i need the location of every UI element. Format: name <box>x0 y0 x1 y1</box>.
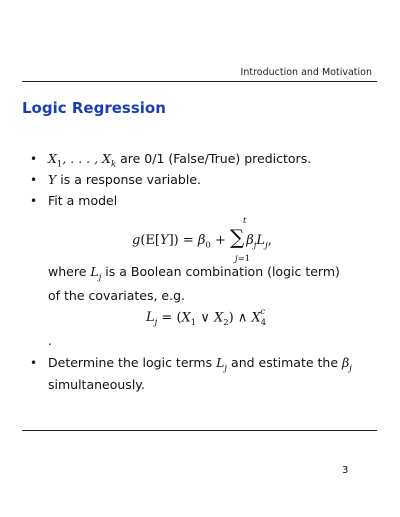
paragraph-line2: of the covariates, e.g. <box>48 287 185 303</box>
bullet-response-text <box>48 172 378 188</box>
logic-term-example: $L_j = (X_1$ ∨ $X_2$) ∧ $X_4^c$ <box>146 307 267 328</box>
bullet-determine-mid: and estimate the <box>227 355 342 370</box>
paragraph-line1-rest: is a Boolean combination (logic term) <box>101 264 340 279</box>
bullet-determine-prefix: Determine the logic terms <box>48 355 217 370</box>
math-lj: $L_j$ <box>90 264 102 283</box>
bullet-predictors-text <box>48 151 378 173</box>
page-number: 3 <box>342 465 349 476</box>
bullet-predictors-label: are 0/1 (False/True) predictors. <box>116 151 312 166</box>
slide-title: Logic Regression <box>22 99 166 117</box>
math-x-list: $X_1$, . . . , $X_k$ <box>48 151 117 170</box>
sum-upper-limit: t <box>243 216 247 226</box>
model-equation: $g(E[Y]) = \beta_0$ + ∑ $\beta_jL_j$, <box>132 225 272 251</box>
bullet-determine-line2: simultaneously. <box>48 376 145 392</box>
bullet-marker: • <box>30 194 38 208</box>
running-header: Introduction and Motivation <box>240 67 372 78</box>
header-rule <box>22 81 377 82</box>
bullet-fit-model-text: Fit a model <box>48 193 118 208</box>
bullet-marker: • <box>30 152 38 166</box>
bullet-marker: • <box>30 356 38 370</box>
bullet-determine-text <box>48 355 378 393</box>
stray-period: . <box>48 334 52 348</box>
paragraph-where: where <box>48 264 91 279</box>
bullet-marker: • <box>30 173 38 187</box>
sum-lower-limit: j=1 <box>235 254 251 264</box>
math-y: Y <box>48 172 57 187</box>
footer-rule <box>22 430 377 431</box>
math-lj: $L_j$ <box>216 355 228 374</box>
bullet-response-label: is a response variable. <box>56 172 201 187</box>
math-beta-j: $\beta_j$ <box>342 355 352 374</box>
logic-term-paragraph <box>48 263 368 304</box>
